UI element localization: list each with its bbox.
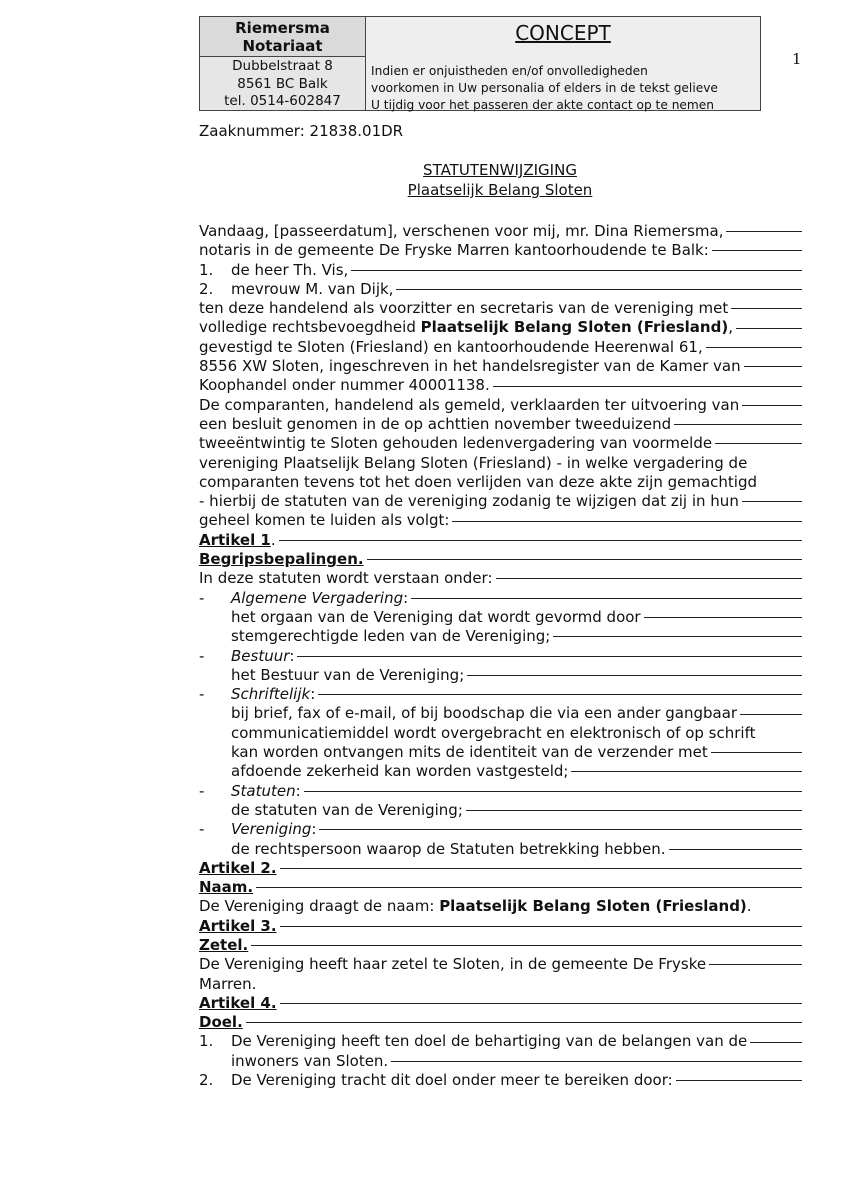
list-number: 1. <box>199 1032 214 1051</box>
text-line <box>199 897 802 916</box>
line-segment: Vandaag, [passeerdatum], verschenen voor mij, mr. Dina Riemersma, <box>199 222 724 240</box>
list-number: 2. <box>199 1071 214 1090</box>
line-segment: het Bestuur van de Vereniging; <box>231 665 465 684</box>
line-text <box>199 859 277 878</box>
line-text <box>199 241 709 260</box>
fill-line <box>319 829 802 830</box>
line-segment: afdoende zekerheid kan worden vastgesteld; <box>231 762 569 781</box>
definition-term: Algemene Vergadering <box>231 588 404 607</box>
text-line <box>199 955 802 974</box>
fill-line <box>731 308 802 309</box>
line-segment: In deze statuten wordt verstaan onder: <box>199 569 493 588</box>
text-line <box>199 299 802 318</box>
firm-address-cell <box>200 57 366 110</box>
deed-subtitle: Plaatselijk Belang Sloten <box>407 181 593 199</box>
text-line <box>199 878 802 897</box>
text-line <box>199 975 802 994</box>
fill-line <box>669 849 802 850</box>
text-line <box>199 280 802 299</box>
case-number: Zaaknummer: 21838.01DR <box>199 122 404 140</box>
line-segment: de statuten van de Vereniging; <box>231 800 463 819</box>
line-text <box>199 550 364 569</box>
fill-line <box>246 1022 802 1023</box>
definition-term: Bestuur <box>231 646 290 665</box>
fill-line <box>742 405 802 406</box>
text-line <box>199 434 802 453</box>
line-segment: 8556 XW Sloten, ingeschreven in het handelsregister van de Kamer van <box>199 357 741 376</box>
text-line <box>199 1032 802 1051</box>
page-number: 1 <box>792 50 802 68</box>
line-text <box>199 994 277 1013</box>
line-segment: De comparanten, handelend als gemeld, verklaarden ter uitvoering van <box>199 395 740 414</box>
line-text <box>231 627 550 646</box>
line-segment: een besluit genomen in de op achttien november tweeduizend <box>199 414 672 433</box>
line-text <box>199 531 276 550</box>
text-line <box>199 415 802 434</box>
fill-line <box>676 1080 802 1081</box>
text-line <box>199 473 802 492</box>
line-segment: vereniging Plaatselijk Belang Sloten (Friesland) - in welke vergadering de <box>199 453 748 472</box>
fill-line <box>297 656 802 657</box>
line-text <box>199 280 393 299</box>
fill-line <box>726 231 802 232</box>
firm-address-line-2: 8561 BC Balk <box>237 75 328 92</box>
line-segment-end: : <box>289 646 295 665</box>
article-heading: Begripsbepalingen. <box>199 550 364 569</box>
text-line <box>199 376 802 395</box>
fill-line <box>279 540 802 541</box>
line-segment-end: : <box>310 685 316 704</box>
fill-line <box>251 945 802 946</box>
fill-line <box>304 791 802 792</box>
fill-line <box>644 617 802 618</box>
article-heading: Artikel 4. <box>199 993 277 1012</box>
fill-line <box>493 386 802 387</box>
text-line <box>199 318 802 337</box>
firm-name-line-1: Riemersma <box>235 19 330 37</box>
text-line <box>199 338 802 357</box>
line-text <box>199 1071 673 1090</box>
article-heading: Naam. <box>199 878 254 897</box>
line-text <box>199 569 493 588</box>
text-line <box>199 666 802 685</box>
text-line <box>199 608 802 627</box>
text-line <box>199 724 802 743</box>
text-line <box>199 550 802 569</box>
text-line <box>199 782 802 801</box>
text-line <box>199 801 802 820</box>
text-line <box>199 241 802 260</box>
fill-line <box>467 675 802 676</box>
line-text <box>199 1032 747 1051</box>
line-segment: bij brief, fax of e-mail, of bij boodschap die via een ander gangbaar <box>231 704 738 723</box>
text-line <box>199 396 802 415</box>
line-segment: geheel komen te luiden als volgt: <box>199 511 450 530</box>
line-segment: De Vereniging draagt de naam: <box>199 897 440 916</box>
line-text <box>231 704 737 723</box>
deed-title: STATUTENWIJZIGING <box>423 161 577 179</box>
article-heading: Artikel 3. <box>199 916 277 935</box>
text-line <box>199 936 802 955</box>
list-dash: - <box>199 685 205 704</box>
text-line <box>199 569 802 588</box>
line-segment: stemgerechtigde leden van de Vereniging; <box>231 627 551 646</box>
text-line <box>199 743 802 762</box>
line-text <box>199 647 294 666</box>
text-line <box>199 840 802 859</box>
text-line <box>199 589 802 608</box>
text-line <box>199 917 802 936</box>
line-text <box>199 897 752 916</box>
line-text <box>231 762 568 781</box>
line-segment: notaris in de gemeente De Fryske Marren kantoorhoudende te Balk: <box>199 241 709 260</box>
fill-line <box>280 926 802 927</box>
definition-term: Vereniging <box>231 820 312 839</box>
line-text <box>199 222 723 241</box>
list-dash: - <box>199 646 205 665</box>
concept-cell <box>366 17 760 110</box>
text-line <box>199 222 802 241</box>
line-segment: tweeëntwintig te Sloten gehouden ledenvergadering van voormelde <box>199 434 713 453</box>
line-segment: inwoners van Sloten. <box>231 1051 389 1070</box>
text-line <box>199 454 802 473</box>
line-segment: gevestigd te Sloten (Friesland) en kantoorhoudende Heerenwal 61, <box>199 337 703 356</box>
line-text <box>231 666 464 685</box>
line-segment-end: , <box>728 318 733 337</box>
line-text <box>199 434 712 453</box>
fill-line <box>367 559 802 560</box>
line-segment-end: : <box>403 588 409 607</box>
text-line <box>199 1052 802 1071</box>
text-line <box>199 531 802 550</box>
line-text <box>199 1013 243 1032</box>
line-segment-end: . <box>270 530 276 549</box>
firm-name-line-2: Notariaat <box>242 37 323 55</box>
fill-line <box>715 443 802 444</box>
line-text <box>231 743 708 762</box>
line-text <box>199 357 741 376</box>
line-text <box>199 975 256 994</box>
line-text <box>199 782 301 801</box>
line-segment: volledige rechtsbevoegdheid <box>199 318 421 337</box>
text-line <box>199 627 802 646</box>
line-text <box>199 318 733 337</box>
fill-line <box>452 521 802 522</box>
line-text <box>231 840 666 859</box>
line-segment: Marren. <box>199 974 257 993</box>
line-segment: De Vereniging heeft haar zetel te Sloten, in de gemeente De Fryske <box>199 955 707 974</box>
line-text <box>199 299 728 318</box>
firm-address-line-1: Dubbelstraat 8 <box>232 58 333 74</box>
line-text <box>199 820 316 839</box>
list-dash: - <box>199 588 205 607</box>
fill-line <box>351 270 802 271</box>
line-text <box>199 878 253 897</box>
fill-line <box>553 636 802 637</box>
list-number: 1. <box>199 260 214 279</box>
fill-line <box>706 347 802 348</box>
text-line <box>199 647 802 666</box>
concept-note <box>371 63 718 114</box>
concept-note-line-2: voorkomen in Uw personalia of elders in de tekst gelieve <box>371 81 718 95</box>
article-heading: Artikel 1 <box>199 530 271 549</box>
line-text <box>199 376 490 395</box>
fill-line <box>744 366 802 367</box>
line-text <box>199 685 315 704</box>
fill-line <box>711 752 802 753</box>
fill-line <box>740 714 802 715</box>
line-text <box>231 1052 388 1071</box>
fill-line <box>411 598 802 599</box>
firm-phone: tel. 0514-602847 <box>224 93 341 109</box>
definition-term: Schriftelijk <box>231 685 311 704</box>
line-segment: De Vereniging heeft ten doel de behartiging van de belangen van de <box>231 1032 748 1051</box>
deed-body <box>199 222 802 1090</box>
concept-label: CONCEPT <box>515 21 611 45</box>
fill-line <box>391 1061 802 1062</box>
list-dash: - <box>199 820 205 839</box>
line-text <box>199 955 706 974</box>
line-segment-end: : <box>295 781 301 800</box>
line-text <box>199 338 703 357</box>
line-segment: Koophandel onder nummer 40001138. <box>199 376 490 395</box>
line-text <box>199 492 739 511</box>
line-segment: het orgaan van de Vereniging dat wordt gevormd door <box>231 607 641 626</box>
text-line <box>199 1013 802 1032</box>
text-line <box>199 704 802 723</box>
line-segment: de rechtspersoon waarop de Statuten betrekking hebben. <box>231 839 666 858</box>
line-text <box>231 724 756 743</box>
fill-line <box>280 868 802 869</box>
line-text <box>199 415 671 434</box>
list-dash: - <box>199 781 205 800</box>
text-line <box>199 1071 802 1090</box>
fill-line <box>396 289 802 290</box>
line-text <box>199 261 348 280</box>
line-text <box>199 511 449 530</box>
text-line <box>199 511 802 530</box>
line-segment: mevrouw M. van Dijk, <box>231 279 394 298</box>
line-text <box>231 801 463 820</box>
concept-note-line-3: U tijdig voor het passeren der akte contact op te nemen <box>371 98 715 112</box>
text-line <box>199 994 802 1013</box>
article-heading: Artikel 2. <box>199 858 277 877</box>
text-line <box>199 357 802 376</box>
line-segment: comparanten tevens tot het doen verlijden van deze akte zijn gemachtigd <box>199 472 758 491</box>
fill-line <box>318 694 802 695</box>
fill-line <box>742 501 802 502</box>
fill-line <box>712 250 802 251</box>
text-line <box>199 820 802 839</box>
fill-line <box>256 887 802 888</box>
text-line <box>199 492 802 511</box>
text-line <box>199 762 802 781</box>
bold-segment: Plaatselijk Belang Sloten (Friesland) <box>439 897 747 916</box>
fill-line <box>496 578 802 579</box>
line-segment: ten deze handelend als voorzitter en secretaris van de vereniging met <box>199 299 729 318</box>
fill-line <box>466 810 802 811</box>
line-text <box>231 608 641 627</box>
line-text <box>199 396 739 415</box>
line-segment: De Vereniging tracht dit doel onder meer te bereiken door: <box>231 1071 673 1090</box>
line-segment: de heer Th. Vis, <box>231 260 349 279</box>
line-text <box>199 936 248 955</box>
line-segment: communicatiemiddel wordt overgebracht en elektronisch of op schrift <box>231 723 756 742</box>
list-number: 2. <box>199 279 214 298</box>
line-segment: kan worden ontvangen mits de identiteit van de verzender met <box>231 743 708 762</box>
fill-line <box>736 328 802 329</box>
fill-line <box>709 964 802 965</box>
text-line <box>199 685 802 704</box>
notary-header-table <box>199 16 761 111</box>
fill-line <box>674 424 802 425</box>
fill-line <box>750 1042 802 1043</box>
line-segment-end: : <box>311 820 317 839</box>
line-text <box>199 589 408 608</box>
line-text <box>199 454 747 473</box>
firm-name-cell <box>200 17 366 57</box>
fill-line <box>280 1003 802 1004</box>
text-line <box>199 261 802 280</box>
line-segment-end: . <box>746 897 752 916</box>
concept-note-line-1: Indien er onjuistheden en/of onvolledigheden <box>371 64 648 78</box>
line-segment: - hierbij de statuten van de vereniging zodanig te wijzigen dat zij in hun <box>199 492 739 511</box>
article-heading: Zetel. <box>199 935 249 954</box>
text-line <box>199 859 802 878</box>
line-text <box>199 473 757 492</box>
definition-term: Statuten <box>231 781 296 800</box>
line-text <box>199 917 277 936</box>
fill-line <box>571 771 802 772</box>
article-heading: Doel. <box>199 1013 243 1032</box>
bold-segment: Plaatselijk Belang Sloten (Friesland) <box>420 318 729 337</box>
